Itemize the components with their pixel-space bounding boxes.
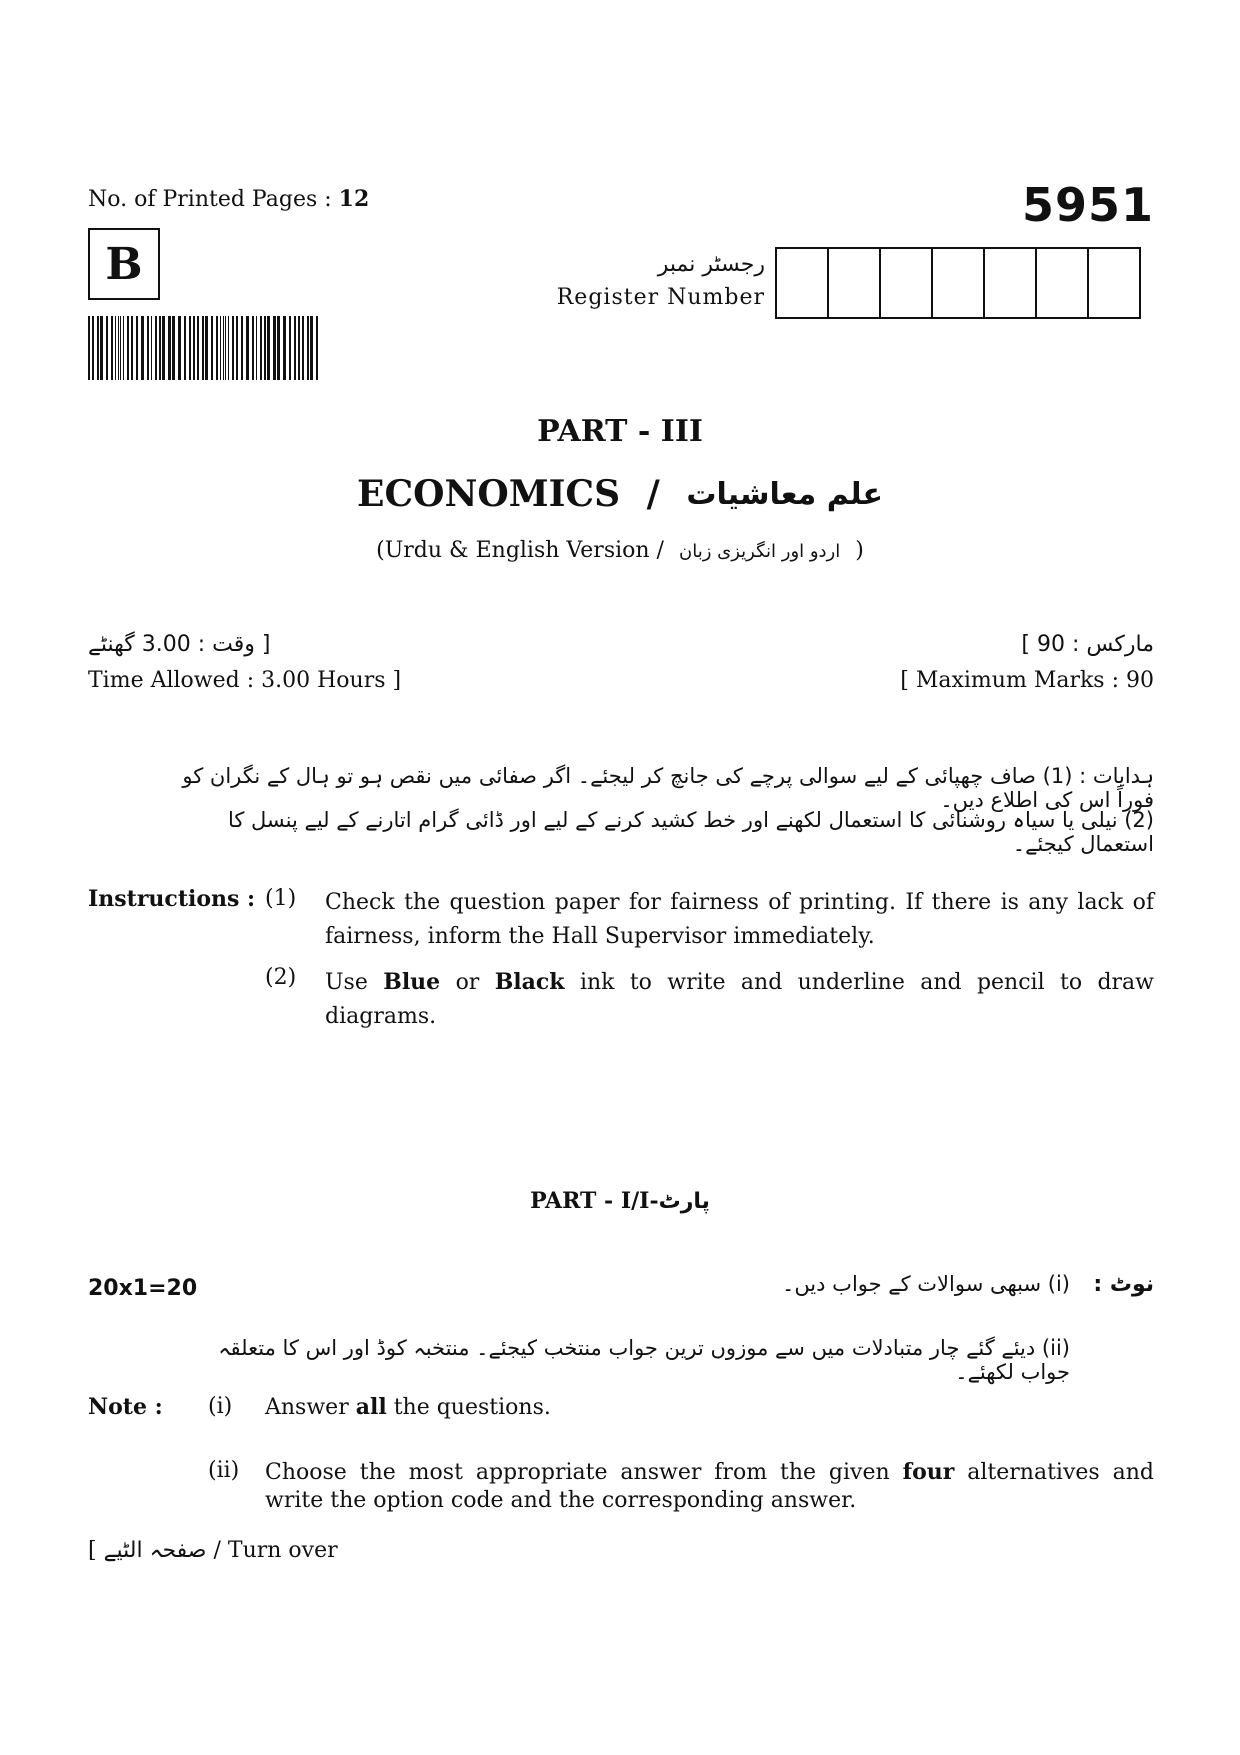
barcode-bar (106, 316, 108, 380)
barcode-bar (100, 316, 103, 380)
printed-pages-value: 12 (338, 186, 370, 212)
subject-separator: / (646, 473, 660, 515)
note-i-text (265, 1394, 551, 1420)
barcode-bar (178, 316, 181, 380)
barcode-bar (155, 316, 157, 380)
printed-pages (88, 186, 369, 212)
register-digit-cell[interactable] (777, 249, 829, 317)
register-digit-cell[interactable] (1037, 249, 1089, 317)
barcode-bar (273, 316, 276, 380)
note-i-post: the questions. (393, 1395, 551, 1420)
barcode-bar (111, 316, 113, 380)
barcode-bar (162, 316, 165, 380)
section-title (0, 1188, 1240, 1214)
max-marks-urdu: مارکس : 90 ] (1021, 632, 1154, 657)
version-close: ) (855, 538, 864, 563)
instruction-2-text (325, 965, 1154, 1034)
note-ii-text (265, 1458, 1154, 1515)
barcode-bar (316, 316, 318, 380)
barcode-image (88, 316, 321, 380)
note-ii-pre: Choose the most appropriate answer from the given (265, 1460, 890, 1485)
instruction-2-or: or (455, 970, 480, 995)
barcode-bar (252, 316, 254, 380)
version-urdu: اردو اور انگریزی زبان (678, 541, 841, 562)
barcode-bar (184, 316, 186, 380)
barcode-bar (151, 316, 152, 380)
barcode-bar (141, 316, 144, 380)
barcode-bar (88, 316, 90, 380)
barcode-bar (277, 316, 280, 380)
instruction-2-black: Black (494, 969, 565, 995)
note-ii-post: alternatives and write the option code and the corresponding answer. (265, 1460, 1155, 1513)
note-i-bold: all (355, 1394, 387, 1420)
instruction-2-post: ink to write and underline and pencil to draw diagrams. (325, 970, 1154, 1029)
note-urdu-2: (ii) دیئے گئے چار متبادلات میں سے موزوں ترین جواب منتخب کیجئے۔ منتخبہ کوڈ اور اس کا متعلقہ جواب لکھئے۔ (218, 1336, 1070, 1384)
barcode-bar (267, 316, 270, 380)
subject-name-urdu: علم معاشیات (686, 476, 883, 512)
register-digit-cell[interactable] (933, 249, 985, 317)
barcode-bar (168, 316, 171, 380)
barcode-bar (127, 316, 129, 380)
barcode-bar (223, 316, 224, 380)
barcode-bar (225, 316, 226, 380)
barcode-bar (289, 316, 291, 380)
barcode-bar (211, 316, 213, 380)
part-title: PART - III (537, 414, 703, 449)
register-digit-cell[interactable] (881, 249, 933, 317)
barcode-bar (120, 316, 121, 380)
turn-over (88, 1538, 338, 1563)
barcode-bar (232, 316, 234, 380)
barcode-bar (310, 316, 313, 380)
barcode-bar (228, 316, 229, 380)
barcode-bar (246, 316, 249, 380)
max-marks: [ Maximum Marks : 90 (900, 668, 1154, 693)
barcode-bar (283, 316, 286, 380)
instruction-2-blue: Blue (383, 969, 441, 995)
register-digit-cell[interactable] (1089, 249, 1141, 317)
barcode-bar (131, 316, 133, 380)
instruction-2-pre: Use (325, 970, 368, 995)
note-label: Note : (88, 1394, 163, 1420)
instruction-1-number: (1) (265, 886, 297, 911)
register-number-grid[interactable] (775, 247, 1141, 319)
note-i-pre: Answer (265, 1395, 349, 1420)
barcode-bar (260, 316, 262, 380)
barcode-bar (115, 316, 116, 380)
barcode-bar (256, 316, 257, 380)
time-allowed-urdu: [ وقت : 3.00 گھنٹے (88, 632, 271, 657)
note-ii-number: (ii) (208, 1458, 240, 1483)
barcode-bar (197, 316, 199, 380)
turn-over-urdu: صفحہ الٹیے (103, 1538, 207, 1563)
paper-code: 5951 (1021, 178, 1154, 232)
version-open: (Urdu & English Version / (376, 538, 664, 563)
marks-scheme: 20x1=20 (88, 1276, 198, 1301)
barcode-bar (159, 316, 161, 380)
register-digit-cell[interactable] (829, 249, 881, 317)
barcode-bar (220, 316, 221, 380)
barcode-bar (123, 316, 124, 380)
section-part-label: PART - I/I- (530, 1188, 659, 1214)
barcode-bar (294, 316, 296, 380)
barcode-bar (298, 316, 300, 380)
time-allowed: Time Allowed : 3.00 Hours ] (88, 668, 402, 693)
register-digit-cell[interactable] (985, 249, 1037, 317)
instruction-2-number: (2) (265, 965, 297, 990)
subject-title (0, 470, 1240, 515)
note-label-urdu: نوٹ : (1093, 1272, 1154, 1297)
barcode-bar (205, 316, 208, 380)
barcode-bar (136, 316, 138, 380)
barcode-bar (241, 316, 243, 380)
barcode-bar (202, 316, 204, 380)
instructions-heading: Instructions : (88, 886, 256, 912)
series-box: B (88, 228, 160, 300)
register-label-urdu: رجسٹر نمبر (657, 252, 765, 277)
barcode-bar (216, 316, 218, 380)
barcode-bar (307, 316, 309, 380)
urdu-instruction-1: ہدایات : (1) صاف چھپائی کے لیے سوالی پرچے کی جانچ کر لیجئے۔ اگر صفائی میں نقص ہو تو ہال کے نگران کو فوراً اس کی اطلاع دیں۔ (182, 764, 1154, 812)
turn-over-text: / Turn over (213, 1538, 338, 1563)
note-urdu-1: (i) سبھی سوالات کے جواب دیں۔ (782, 1272, 1070, 1296)
note-i-number: (i) (208, 1394, 233, 1419)
subject-name: ECONOMICS (357, 473, 621, 515)
note-ii-bold: four (902, 1459, 955, 1485)
barcode-bar (172, 316, 175, 380)
barcode-bar (189, 316, 191, 380)
barcode-bar (118, 316, 119, 380)
urdu-instruction-2: (2) نیلی یا سیاہ روشنائی کا استعمال لکھنے اور خط کشید کرنے کے لیے اور ڈائی گرام اتارنے کے لیے پنسل کا استعمال کیجئے۔ (227, 808, 1154, 856)
printed-pages-label: No. of Printed Pages : (88, 187, 332, 212)
barcode-bar (236, 316, 238, 380)
barcode-bar (302, 316, 304, 380)
section-part-label-urdu: پارٹ (658, 1189, 710, 1214)
register-label: Register Number (556, 285, 765, 310)
instruction-1-text: Check the question paper for fairness of printing. If there is any lack of fairness, inform the Hall Supervisor immediately. (325, 890, 1154, 949)
barcode-bar (193, 316, 195, 380)
barcode-bar (97, 316, 99, 380)
barcode-bar (92, 316, 94, 380)
turn-over-open: [ (88, 1538, 97, 1563)
version-line (0, 538, 1240, 563)
barcode-bar (264, 316, 266, 380)
barcode-bar (147, 316, 149, 380)
